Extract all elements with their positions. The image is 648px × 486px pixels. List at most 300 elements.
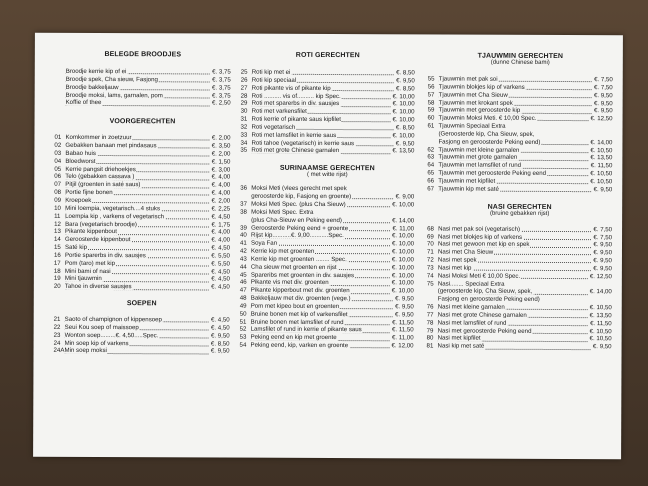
menu-item-price: €. 7,50 <box>593 233 613 241</box>
menu-item-description: Tjauwmin met kleine garnalen <box>438 146 520 154</box>
menu-item-number: 32 <box>240 123 248 131</box>
menu-item <box>427 225 612 234</box>
column-left <box>54 51 231 356</box>
menu-item-number: 64 <box>427 161 435 169</box>
menu-item-price: €. 7,50 <box>593 225 613 233</box>
menu-item-number: 27 <box>240 84 248 92</box>
menu-item-description: Saté kip <box>64 243 88 251</box>
menu-item-description: Tjauwmin Speciaal Extra <box>438 122 506 130</box>
menu-item-price: €. 11,50 <box>590 319 612 328</box>
menu-item-description: Cha sieuw met groenten en rijst <box>250 263 337 271</box>
menu-item-number: 43 <box>239 255 247 263</box>
menu-list <box>54 134 231 292</box>
menu-item-price: €. 10,50 <box>589 304 612 312</box>
menu-item-number: 52 <box>239 326 247 334</box>
menu-item-description-wrap <box>438 138 588 146</box>
menu-item-description-wrap <box>438 225 591 234</box>
menu-item-price: €. 10,00 <box>392 108 415 116</box>
menu-item-number: 04 <box>54 157 62 165</box>
menu-item-description: Bara (vegetarisch broodje) <box>65 220 137 228</box>
menu-item-description-wrap <box>252 84 394 92</box>
section-title-soepen: SOEPEN <box>126 300 157 308</box>
menu-item-price <box>610 296 612 304</box>
menu-item-price: €. 10,00 <box>391 240 415 248</box>
menu-item-description: Fasjong en geroosterde Peking eend) <box>437 295 540 304</box>
menu-item-description: Bloedworst <box>65 157 96 165</box>
menu-item-number: 30 <box>240 107 248 115</box>
menu-item-description: Moksi Meti Spec. Extra <box>251 208 314 216</box>
menu-item-price: €. 1,75 <box>211 220 231 229</box>
menu-item-price: €. 10,00 <box>392 92 415 100</box>
menu-item-number: 76 <box>426 303 434 311</box>
menu-item-price: €. 9,50 <box>593 99 613 107</box>
menu-item-description-wrap <box>65 347 209 355</box>
menu-item-description: Tjauwmin Moksi Meti. € 10,00 Spec. <box>438 114 537 123</box>
menu-item-price: €. 12,50 <box>590 115 613 123</box>
menu-item-number: 65 <box>427 169 435 177</box>
menu-item-price: €. 8,50 <box>396 69 415 77</box>
menu-item-description: Nasi met blokjes kip of varkens <box>438 232 523 241</box>
menu-list <box>240 185 415 350</box>
menu-item-description: geroosterde kip, Fasjong en groente) <box>251 192 352 201</box>
menu-item-description: Komkommer in zoetzuur <box>65 134 132 142</box>
section-title-voorgerechten: VOORGERECHTEN <box>109 118 176 126</box>
menu-item <box>240 216 414 225</box>
menu-item-number: 07 <box>54 181 62 189</box>
menu-item <box>240 147 414 156</box>
menu-item-number: 24A <box>53 347 65 355</box>
menu-item-price: €. 10,00 <box>391 248 414 256</box>
menu-item-price: €. 10,00 <box>392 132 415 140</box>
menu-item-description-wrap <box>251 256 390 264</box>
menu-item-description: Nasi met kipfilet <box>437 334 481 343</box>
menu-item <box>240 342 414 351</box>
menu-item-number: 14 <box>54 235 61 244</box>
menu-item <box>427 272 612 281</box>
menu-item-price: €. 4,50 <box>211 244 231 252</box>
menu-item-price <box>610 281 612 289</box>
menu-item-price: €. 2,00 <box>211 150 231 158</box>
menu-item-price: €. 14,00 <box>392 216 415 225</box>
menu-item-price: €. 10,50 <box>590 170 613 178</box>
menu-item-number <box>427 130 438 138</box>
menu-item-description-wrap <box>66 76 210 84</box>
menu-item-price: €. 4,00 <box>211 189 231 197</box>
menu-item-description: Nasi........ Speciaal Extra <box>437 280 505 288</box>
menu-item-description: Seui Kou soep of maissoep <box>64 323 139 332</box>
menu-item-price: €. 3,75 <box>212 68 231 76</box>
menu-item-description-wrap <box>251 310 393 318</box>
menu-item <box>55 99 231 108</box>
menu-item-number <box>427 138 438 146</box>
menu-item-price <box>412 209 414 217</box>
section-subtitle: (bruine gebakken rijst) <box>489 210 550 217</box>
menu-item-description: Nasi kip met saté <box>437 342 485 350</box>
menu-item-number: 39 <box>240 224 247 232</box>
menu-item-number: 21 <box>53 315 61 323</box>
menu-item-price: €. 11,00 <box>392 224 415 232</box>
menu-item-number: 17 <box>53 259 61 267</box>
menu-item-price: €. 9,50 <box>593 257 612 265</box>
menu-item-number: 26 <box>240 76 248 84</box>
menu-item-price: €. 9,50 <box>594 91 613 99</box>
menu-item-price: €. 8,50 <box>395 124 415 132</box>
menu-item-number: 16 <box>53 251 61 259</box>
menu-item-number: 34 <box>240 139 248 147</box>
menu-list <box>55 68 231 108</box>
menu-item-description: Soya Fan <box>250 239 278 247</box>
menu-item-number: 22 <box>53 323 61 331</box>
menu-item-number: 08 <box>54 188 62 196</box>
menu-list <box>427 75 613 193</box>
menu-item-description: Roti met sparerbs in div. sausjes <box>251 100 340 108</box>
menu-item-price: €. 9,50 <box>395 311 414 319</box>
menu-item-number: 68 <box>427 225 434 233</box>
menu-item-number: 40 <box>240 231 247 239</box>
menu-item-price: €. 2,50 <box>211 99 231 107</box>
menu-item-price <box>412 186 414 194</box>
menu-item-number: 56 <box>427 83 435 91</box>
menu-item-description: (plus Cha-Sieuw en Peking eend) <box>251 216 342 224</box>
menu-item-number <box>240 216 251 224</box>
menu-item-price: €. 10,00 <box>392 201 415 209</box>
menu-item-number: 75 <box>426 279 434 288</box>
menu-item-number: 36 <box>240 184 248 192</box>
menu-list <box>427 225 613 351</box>
menu-item <box>240 263 414 272</box>
menu-item-description: Tjauwmin kip met saté <box>438 185 499 193</box>
menu-item-number: 45 <box>239 271 247 279</box>
menu-item-price: €. 11,50 <box>392 326 414 334</box>
menu-item-number <box>55 91 66 99</box>
menu-item-number: 33 <box>240 131 248 139</box>
menu-item-description: Spareribs met groenten in div. sausjes <box>250 271 355 279</box>
menu-item-number: 01 <box>54 134 62 142</box>
menu-item-price: €. 10,00 <box>392 100 415 108</box>
menu-item-description: Telo (gebakken cassava ) <box>65 173 135 181</box>
menu-item-description: (Geroosterde kip, Cha Sieuw, spek, <box>438 130 535 138</box>
menu-item-number: 77 <box>426 311 434 319</box>
section-subtitle: (dunne Chinese bami) <box>490 59 550 66</box>
menu-item-number: 63 <box>427 153 435 161</box>
menu-item-description: Kerrie kip met groenten ........ Spec. <box>250 255 347 263</box>
menu-item-number: 42 <box>239 247 247 255</box>
menu-item-number: 06 <box>54 173 62 181</box>
menu-item-description: Nasi met kip <box>437 264 472 272</box>
menu-item-number: 41 <box>239 239 247 247</box>
menu-item-description: Nasi met Cha Sieuw <box>437 248 494 256</box>
menu-item-price: €. 3,75 <box>212 84 231 92</box>
menu-item <box>427 138 612 147</box>
menu-item-description: Broodje bakkeljauw <box>65 83 119 91</box>
menu-item-number: 80 <box>426 334 434 342</box>
menu-item-description: Kerrie kip met groenten <box>250 247 315 255</box>
menu-item-description: Roti kip met ei <box>251 68 291 76</box>
menu-item-number <box>427 288 438 296</box>
menu-item-description-wrap <box>438 343 591 352</box>
menu-item-price: €. 10,50 <box>590 146 613 154</box>
menu-item-description: Lamsfilet of rund in kerrie of pikante saus <box>250 326 362 334</box>
menu-item-description: Babao huis <box>65 149 96 157</box>
menu-item-number: 18 <box>53 267 61 275</box>
menu-item-number: 48 <box>239 294 247 302</box>
menu-item-description: Portie fijne bonen <box>65 188 113 197</box>
menu-item-description: Moksi Meti Spec. (plus Cha Sieuw) <box>251 200 346 209</box>
menu-item-description-wrap <box>65 283 209 291</box>
menu-item-description-wrap <box>251 131 390 139</box>
menu-item-price: €. 3,75 <box>212 76 231 84</box>
menu-item-description: Min soep moksi <box>64 347 107 355</box>
menu-item-description-wrap <box>65 213 209 221</box>
menu-item-price: €. 4,00 <box>211 181 231 189</box>
column-middle <box>240 52 415 351</box>
menu-item-description: Tahoe in diverse sausjes <box>64 283 132 291</box>
menu-item-description: Tjauwmin met kipfilet <box>438 177 496 185</box>
menu-item-number <box>55 76 66 84</box>
menu-item-price: €. 4,00 <box>211 173 231 182</box>
menu-item-description: Peking eend en kip met groente <box>250 333 337 342</box>
menu-item-description: Pom (taro) met kip <box>64 259 116 267</box>
menu-item-price: €. 12,00 <box>391 342 414 350</box>
section-title-belegde-broodjes: BELEGDE BROODJES <box>104 51 182 59</box>
menu-item-price: €. 8,50 <box>210 340 230 348</box>
menu-item-number: 61 <box>427 122 435 130</box>
menu-item-number: 19 <box>53 275 61 283</box>
menu-item-price: €. 9,50 <box>593 265 612 273</box>
section-title-surinaamse-gerechten: SURINAAMSE GERECHTEN <box>279 165 375 173</box>
menu-item <box>54 283 230 292</box>
menu-item-number: 23 <box>53 331 61 339</box>
menu-item-number: 78 <box>426 319 434 327</box>
menu-item-number <box>240 193 251 201</box>
menu-item-description: Geroosterde kippenbout <box>65 236 131 244</box>
menu-item-description: Pitjil (groenten in saté saus) <box>65 181 141 189</box>
menu-item-price: €. 10,50 <box>590 178 613 186</box>
menu-item-description: Roti met varkensfilet <box>251 107 307 116</box>
menu-item-description: Bruine bonen met kip of varkensfilet <box>250 310 348 318</box>
menu-item-number: 15 <box>53 243 61 251</box>
menu-item-number: 69 <box>427 232 434 240</box>
menu-item <box>54 347 230 356</box>
menu-item-price: €. 10,00 <box>391 263 414 272</box>
menu-item-price: €. 14,00 <box>590 138 613 146</box>
menu-item-number: 44 <box>239 263 247 271</box>
menu-item <box>427 343 612 352</box>
menu-item-number: 54 <box>239 341 247 349</box>
menu-item <box>240 131 414 140</box>
menu-item-price: €. 3,75 <box>211 92 231 100</box>
menu-item-price: €. 9,50 <box>396 77 415 85</box>
menu-item-price: €. 13,50 <box>590 154 613 162</box>
menu-item-price: €. 12,50 <box>589 272 612 280</box>
menu-item-description: Tjauwmin met Cha Sieuw <box>438 91 508 99</box>
menu-item-number: 53 <box>239 333 247 341</box>
menu-item-number: 71 <box>426 248 434 256</box>
menu-list <box>54 316 230 356</box>
menu-item-number <box>55 68 66 76</box>
menu-item-description: Tjauwmin met pak soi <box>438 75 498 83</box>
menu-item-price: €. 9,50 <box>210 332 230 340</box>
menu-item-description: Kroepoek <box>65 196 92 204</box>
menu-item-description: Roti vegetarisch <box>251 123 296 131</box>
menu-item-price: €. 2,00 <box>211 197 231 205</box>
menu-item-price: €. 10,00 <box>391 232 415 240</box>
menu-item-price: €. 4,50 <box>211 283 230 291</box>
menu-item-number: 35 <box>240 147 248 155</box>
menu-item-description: Nasi met gewoon met kip en spek <box>437 240 530 249</box>
menu-item-description-wrap <box>65 252 209 260</box>
menu-item-description: Tjauwmin met geroosterde kip <box>438 106 521 115</box>
menu-item-price <box>611 123 613 131</box>
menu-item-description: Pikante vis met div. groenten <box>250 279 329 287</box>
menu-item-description: Roti kip speciaal <box>251 76 297 84</box>
menu-item-description: Saoto of champignon of kippensoep <box>64 315 162 324</box>
menu-item-description: Peking eend, kip, varken en groente <box>250 341 349 350</box>
menu-item-price: €. 4,50 <box>211 213 231 221</box>
menu-list <box>240 69 414 156</box>
menu-item-price: €. 8,50 <box>396 84 415 93</box>
menu-item-number: 74 <box>426 272 434 280</box>
menu-item-number <box>427 296 438 304</box>
menu-item-number: 62 <box>427 146 435 154</box>
menu-item-number: 73 <box>426 264 434 272</box>
menu-item-number: 72 <box>426 256 434 264</box>
menu-item-price: €. 13,50 <box>392 147 415 155</box>
menu-item-description-wrap <box>251 147 390 155</box>
menu-item-price: €. 10,00 <box>392 116 415 124</box>
menu-item-price: €. 11,00 <box>392 334 414 342</box>
menu-item-price: €. 4,50 <box>211 275 230 283</box>
menu-item-number: 49 <box>239 302 247 310</box>
menu-item-description: Roti pikante vis of pikante kip <box>251 84 331 92</box>
menu-item-price: €. 10,50 <box>589 327 612 335</box>
menu-item-number: 67 <box>427 185 435 193</box>
menu-item-description: Tjauwmin blokjes kip of varkens <box>438 83 525 91</box>
menu-item-description: Mini loempia, vegetarisch....4 stuks <box>65 204 161 213</box>
menu-item-description: Tjauwmin met grote garnalen <box>438 153 518 162</box>
menu-item-description-wrap <box>251 342 390 350</box>
menu-item-price: €. 4,00 <box>211 236 231 244</box>
menu-item-price: €. 9,50 <box>395 139 415 147</box>
menu-item-price <box>610 131 612 139</box>
menu-item-number <box>55 99 66 107</box>
menu-item-description-wrap <box>438 272 588 280</box>
menu-item-description: (geroosterde kip, Cha Sieuw, spek, <box>437 287 533 296</box>
menu-item-description: Nasi met geroosterde Peking eend <box>437 327 532 335</box>
menu-item-price: €. 9,50 <box>592 343 612 351</box>
menu-item-number: 20 <box>53 283 61 291</box>
menu-item-description-wrap <box>439 83 592 92</box>
menu-item-price: €. 3,00 <box>211 166 231 174</box>
menu-item-number: 12 <box>54 220 61 228</box>
menu-item-price: €. 10,00 <box>391 287 414 295</box>
menu-item-price: €. 9,50 <box>593 249 612 257</box>
menu-item-description: Loempia kip , varkens of vegetarisch <box>65 212 165 220</box>
menu-item-price: €. 7,50 <box>594 84 613 92</box>
menu-item-price: €. 11,50 <box>392 318 414 326</box>
menu-item-price: €. 9,50 <box>593 107 613 115</box>
menu-item-description: Rijst kip...........€. 9,00...........Spec. <box>251 232 344 240</box>
menu-item-price: €. 4,50 <box>211 316 230 324</box>
menu-item-description-wrap <box>251 216 390 224</box>
menu-item-description: Pikante kipperbout met div. groenten <box>250 286 350 295</box>
menu-item-price: €. 5,50 <box>211 252 230 260</box>
menu-item-description: Mini bami of nasi <box>64 267 111 275</box>
menu-item-price: €. 7,50 <box>594 76 613 84</box>
menu-item-price: €. 9,50 <box>593 185 613 194</box>
menu-item-description: Roti .......... vis of.......... kip Spec. <box>251 92 341 100</box>
menu-item-number: 50 <box>239 310 247 318</box>
menu-item-description: Gebakken banaan met pindasaus <box>65 141 157 150</box>
menu-item-number: 58 <box>427 98 435 106</box>
menu-item-number: 51 <box>239 318 247 326</box>
menu-item-description: Tjauwmin met lamsfilet of rund <box>438 161 522 170</box>
menu-item-price: €. 9,50 <box>395 303 414 311</box>
menu-item-description: Bruine bonen met lamsfilet of rund <box>250 318 344 326</box>
menu-item-number: 09 <box>54 196 61 204</box>
menu-item-description: Moksi Meti (vlees gerecht met spek <box>251 184 347 193</box>
menu-item-number: 66 <box>427 177 435 185</box>
menu-item-price: €. 14,00 <box>589 288 612 296</box>
menu-item-description: Bakkeljauw met div. groenten (vege.) <box>250 294 351 303</box>
menu-item-number: 02 <box>54 141 62 149</box>
menu-item-description: Tjauwmin met geroosterde Peking eend <box>438 169 547 178</box>
menu-item-description: Kerrie pangsit driehoekjes <box>65 165 136 173</box>
section-title-roti-gerechten: ROTI GERECHTEN <box>295 51 360 60</box>
menu-item-price: €. 4,50 <box>210 324 230 332</box>
menu-item-description: Fasjong en geroosterde Peking eend) <box>438 138 541 146</box>
menu-item-price: €. 13,50 <box>589 312 612 320</box>
menu-item-description: Nasi met spek <box>437 256 477 264</box>
menu-item-description: Pom met kipeo bout en groenten <box>250 302 340 310</box>
section-subtitle: ( met witte rijst) <box>306 172 348 179</box>
menu-item-number: 25 <box>240 68 248 76</box>
menu-item-description: Geroosterde Peking eend + groente <box>251 224 349 232</box>
column-right <box>427 52 613 351</box>
menu-item <box>240 310 414 319</box>
menu-item-description: Roti tahoe (vegetarisch) in kerrie saus <box>251 139 355 147</box>
menu-item-number: 13 <box>54 228 61 236</box>
menu-item-description: Nasi met lamsfilet of rund <box>437 319 507 327</box>
menu-item-number: 05 <box>54 165 62 173</box>
menu-item-number: 37 <box>240 200 247 208</box>
menu-item-number: 55 <box>427 75 435 83</box>
menu-item-number <box>55 83 66 91</box>
menu-sheet <box>33 33 623 460</box>
menu-item-price: €. 9,50 <box>395 295 414 303</box>
menu-item-description: Roti kerrie of pikante saus kipfilet <box>251 115 341 124</box>
menu-item-number: 59 <box>427 106 435 114</box>
menu-item-number: 46 <box>239 279 247 287</box>
menu-item-price: €. 9,50 <box>210 347 230 356</box>
menu-item <box>54 332 230 341</box>
menu-item-number: 03 <box>54 149 62 157</box>
menu-item-number: 38 <box>240 208 247 216</box>
menu-item-description: Broodje spek, Cha sieuw, Fasjong <box>65 75 158 84</box>
menu-item-number: 11 <box>54 212 61 220</box>
menu-item-description: Nasi Moksi Meti € 10,00 Spec. <box>437 272 521 280</box>
menu-item-description: Roti met lamsfilet in kerrie saus <box>251 131 337 139</box>
menu-item-description: Tjauwmin met krokant spek <box>438 99 513 107</box>
menu-item-price: €. 10,00 <box>391 279 414 287</box>
menu-item <box>54 212 230 221</box>
menu-item-description: Roti met grote Chinese garnalen <box>251 147 340 155</box>
menu-item-price: €. 9,00 <box>395 193 415 201</box>
menu-item <box>427 185 612 194</box>
menu-item-description: Nasi met grote Chinese garnalen <box>437 311 527 319</box>
menu-item-price: €. 10,50 <box>589 335 612 343</box>
menu-item-number: 47 <box>239 286 247 294</box>
